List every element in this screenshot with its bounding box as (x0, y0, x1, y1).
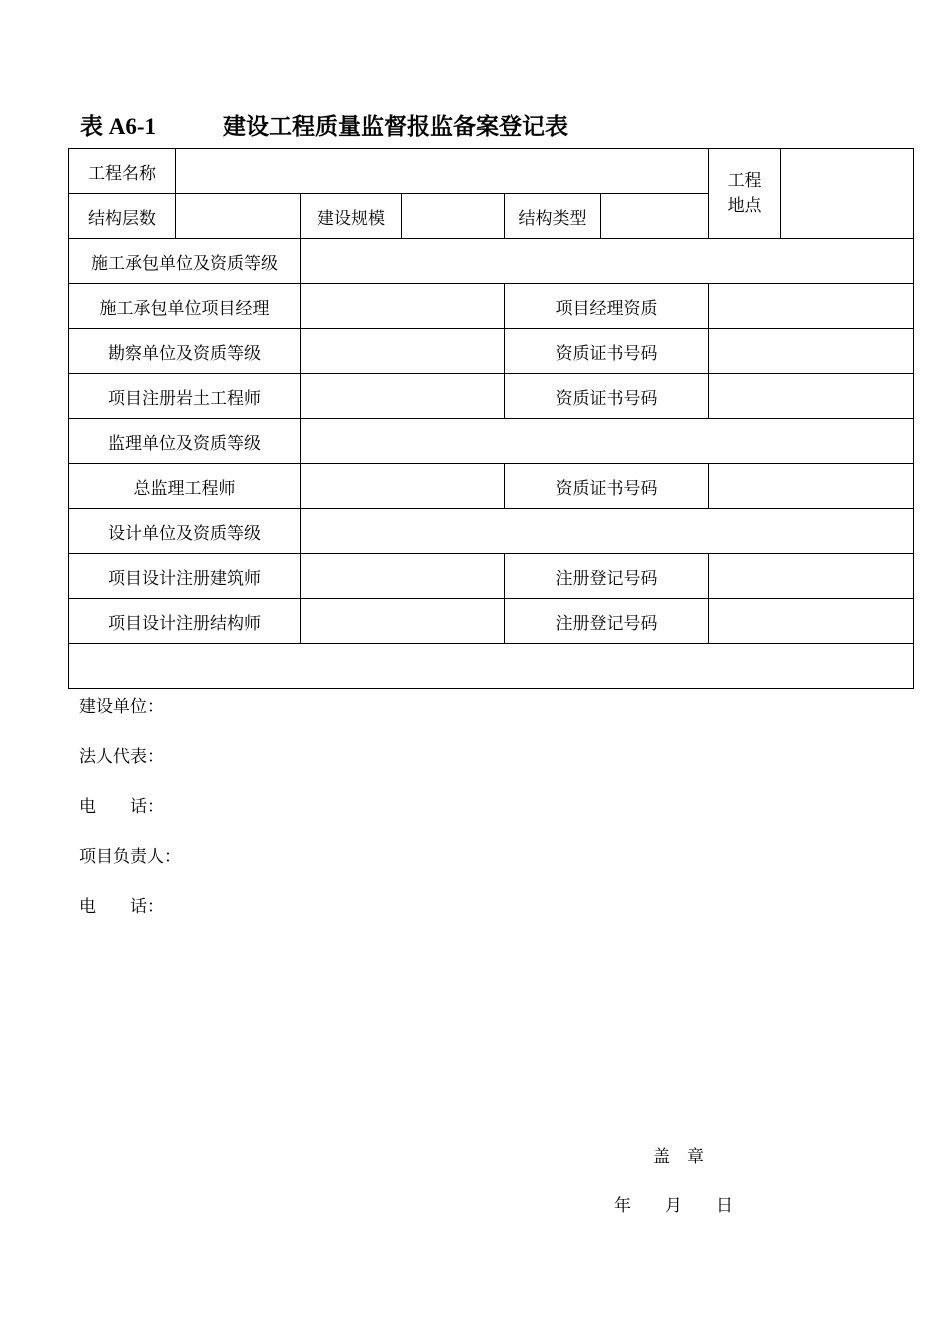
structure-type-label: 结构类型 (505, 194, 601, 239)
row-chief-supervisor (69, 464, 914, 509)
geo-engineer-field[interactable] (301, 374, 505, 419)
pm-qualification-label: 项目经理资质 (505, 284, 709, 329)
contractor-field[interactable] (301, 239, 914, 284)
phone-label: 电 话： (79, 897, 164, 917)
chief-supervisor-field[interactable] (301, 464, 505, 509)
row-contractor (69, 239, 914, 284)
survey-cert-label: 资质证书号码 (505, 329, 709, 374)
structural-reg-field[interactable] (709, 599, 914, 644)
contractor-pm-field[interactable] (301, 284, 505, 329)
structural-engineer-field[interactable] (301, 599, 505, 644)
row-structural-engineer (69, 599, 914, 644)
design-unit-label: 设计单位及资质等级 (69, 509, 301, 554)
survey-unit-label: 勘察单位及资质等级 (69, 329, 301, 374)
row-geo-engineer (69, 374, 914, 419)
project-site-field[interactable] (781, 149, 914, 239)
row-contractor-pm (69, 284, 914, 329)
owner-label: 建设单位： (79, 697, 164, 717)
contractor-pm-label: 施工承包单位项目经理 (69, 284, 301, 329)
floors-label: 结构层数 (69, 194, 176, 239)
scale-label: 建设规模 (301, 194, 402, 239)
structure-type-field[interactable] (601, 194, 709, 239)
architect-field[interactable] (301, 554, 505, 599)
phone-label: 电 话： (79, 797, 164, 817)
row-project-name (69, 149, 914, 194)
row-architect (69, 554, 914, 599)
row-supervision-unit (69, 419, 914, 464)
supervisor-cert-field[interactable] (709, 464, 914, 509)
table-title: 建设工程质量监督报监备案登记表 (223, 114, 568, 139)
project-site-label: 工程 地点 (709, 149, 781, 239)
table-code: 表 A6-1 (80, 114, 157, 139)
geo-engineer-label: 项目注册岩土工程师 (69, 374, 301, 419)
date-label: 年 月 日 (614, 1196, 733, 1216)
row-signature (69, 644, 914, 689)
architect-reg-field[interactable] (709, 554, 914, 599)
stamp-label: 盖 章 (653, 1147, 704, 1167)
supervision-unit-label: 监理单位及资质等级 (69, 419, 301, 464)
survey-cert-field[interactable] (709, 329, 914, 374)
survey-unit-field[interactable] (301, 329, 505, 374)
page-title (80, 108, 568, 141)
chief-supervisor-label: 总监理工程师 (69, 464, 301, 509)
registration-form (68, 148, 914, 1216)
project-name-field[interactable] (176, 149, 709, 194)
architect-label: 项目设计注册建筑师 (69, 554, 301, 599)
legal-rep-label: 法人代表： (79, 747, 164, 767)
signature-block[interactable] (69, 644, 914, 1216)
structural-engineer-label: 项目设计注册结构师 (69, 599, 301, 644)
project-lead-label: 项目负责人： (79, 847, 181, 867)
design-unit-field[interactable] (301, 509, 914, 554)
row-design-unit (69, 509, 914, 554)
supervisor-cert-label: 资质证书号码 (505, 464, 709, 509)
floors-field[interactable] (176, 194, 301, 239)
supervision-unit-field[interactable] (301, 419, 914, 464)
scale-field[interactable] (402, 194, 505, 239)
geo-cert-field[interactable] (709, 374, 914, 419)
architect-reg-label: 注册登记号码 (505, 554, 709, 599)
contractor-label: 施工承包单位及资质等级 (69, 239, 301, 284)
structural-reg-label: 注册登记号码 (505, 599, 709, 644)
pm-qualification-field[interactable] (709, 284, 914, 329)
signature-lines (79, 694, 181, 944)
project-name-label: 工程名称 (69, 149, 176, 194)
geo-cert-label: 资质证书号码 (505, 374, 709, 419)
row-survey-unit (69, 329, 914, 374)
